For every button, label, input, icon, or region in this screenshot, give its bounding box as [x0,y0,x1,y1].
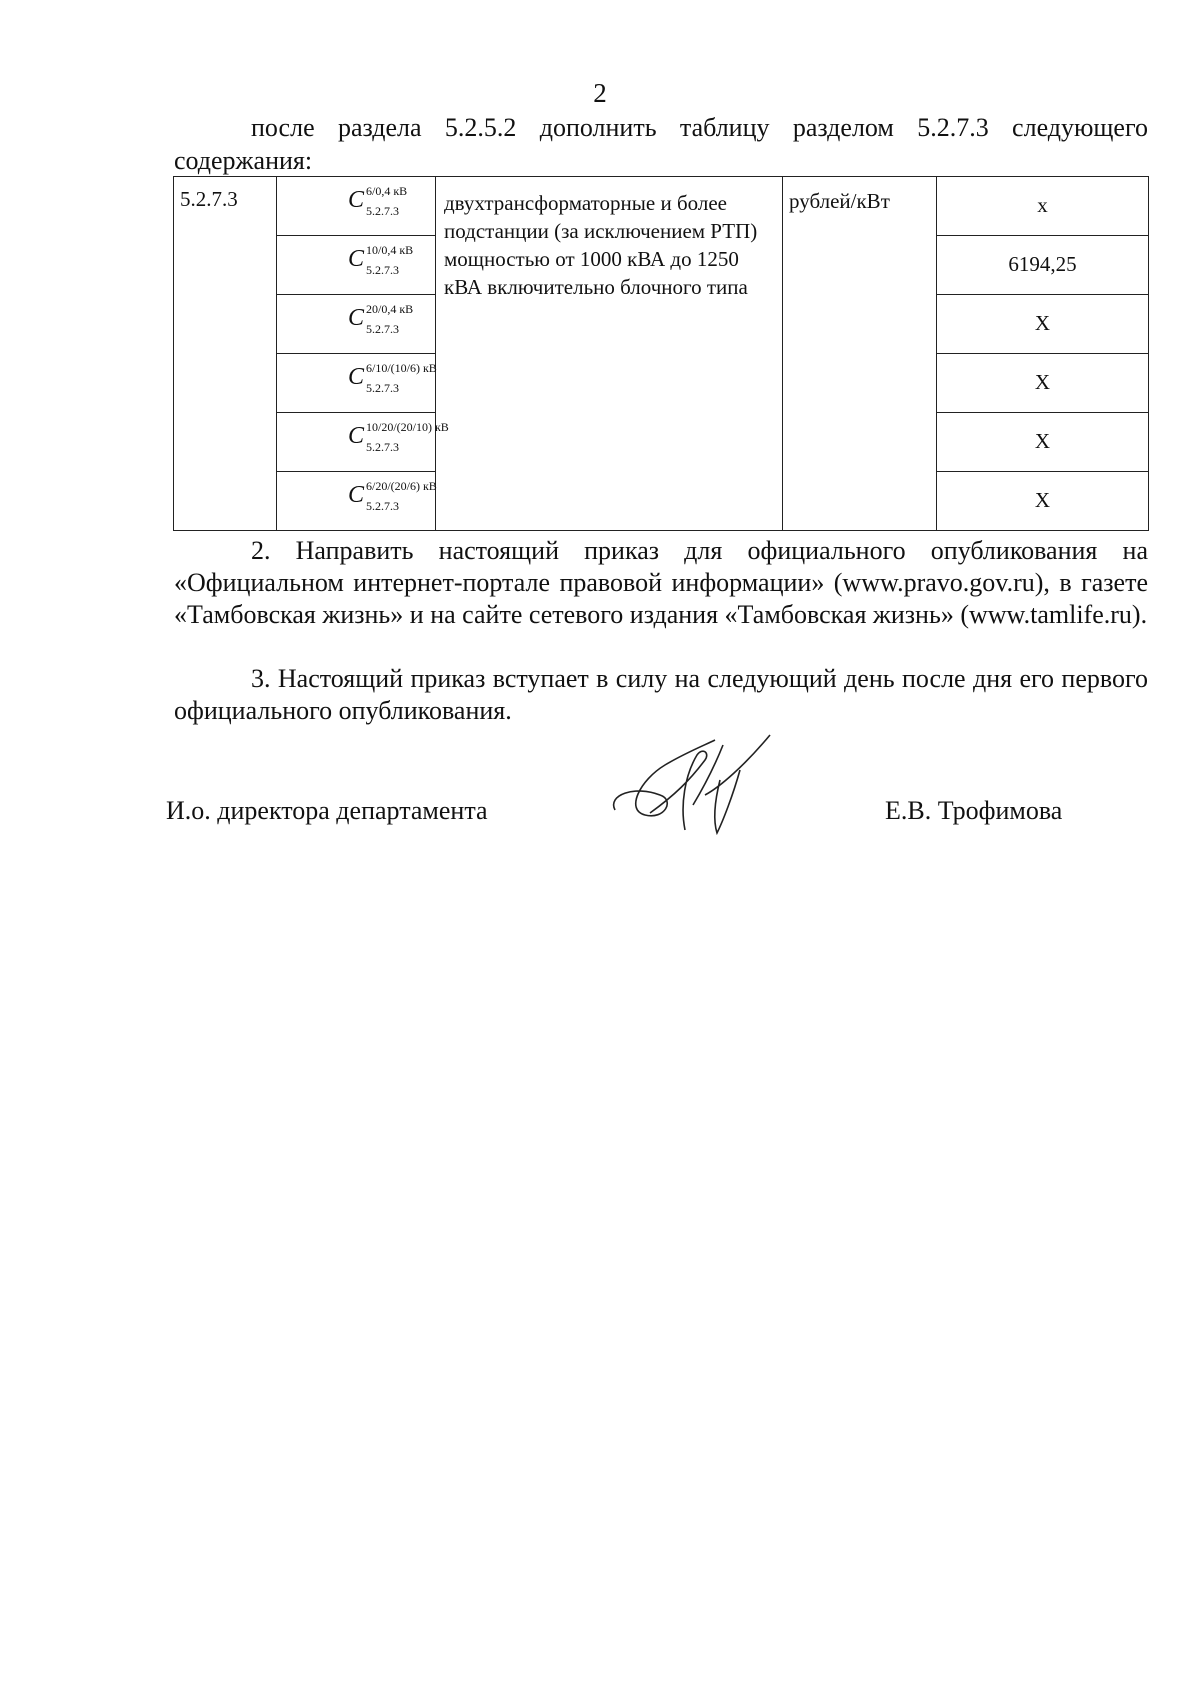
tariff-symbol: C 20/0,4 кВ 5.2.7.3 [277,295,436,354]
tariff-symbol: C 6/20/(20/6) кВ 5.2.7.3 [277,472,436,531]
tariff-symbol: C 10/0,4 кВ 5.2.7.3 [277,236,436,295]
page-number: 2 [593,78,607,108]
paragraph-3: 3. Настоящий приказ вступает в силу на следующий день после дня его первого официального опубликования. [174,664,1148,725]
tariff-symbol: C 6/0,4 кВ 5.2.7.3 [277,177,436,236]
tariff-symbol: C 10/20/(20/10) кВ 5.2.7.3 [277,413,436,472]
handwritten-signature [605,725,785,840]
tariff-value: 6194,25 [937,236,1149,295]
tariff-value: Х [937,354,1149,413]
section-code: 5.2.7.3 [174,177,277,531]
tariff-symbol: C 6/10/(10/6) кВ 5.2.7.3 [277,354,436,413]
substation-description: двухтрансформаторные и более подстанции (за исключением РТП) мощностью от 1000 кВА до 1250 кВА включительно блочного типа [436,177,783,531]
signatory-name: Е.В. Трофимова [885,796,1063,825]
unit-label: рублей/кВт [783,177,937,531]
intro-line-2: содержания: [174,146,313,175]
tariff-value: Х [937,472,1149,531]
table-row [174,177,1149,236]
paragraph-2: 2. Направить настоящий приказ для официального опубликования на «Официальном интернет-портале правовой информации» (www.pravo.gov.ru), в газете «Тамбовская жизнь» и на сайте сетевого издания «Тамбовская жизнь» (www.tamlife.ru). [174,536,1148,629]
tariff-value: Х [937,295,1149,354]
intro-line-1: после раздела 5.2.5.2 дополнить таблицу разделом 5.2.7.3 следующего [251,113,1148,142]
tariff-value: Х [937,413,1149,472]
tariff-table [173,176,1149,531]
signatory-role: И.о. директора департамента [166,796,488,825]
tariff-value: х [937,177,1149,236]
